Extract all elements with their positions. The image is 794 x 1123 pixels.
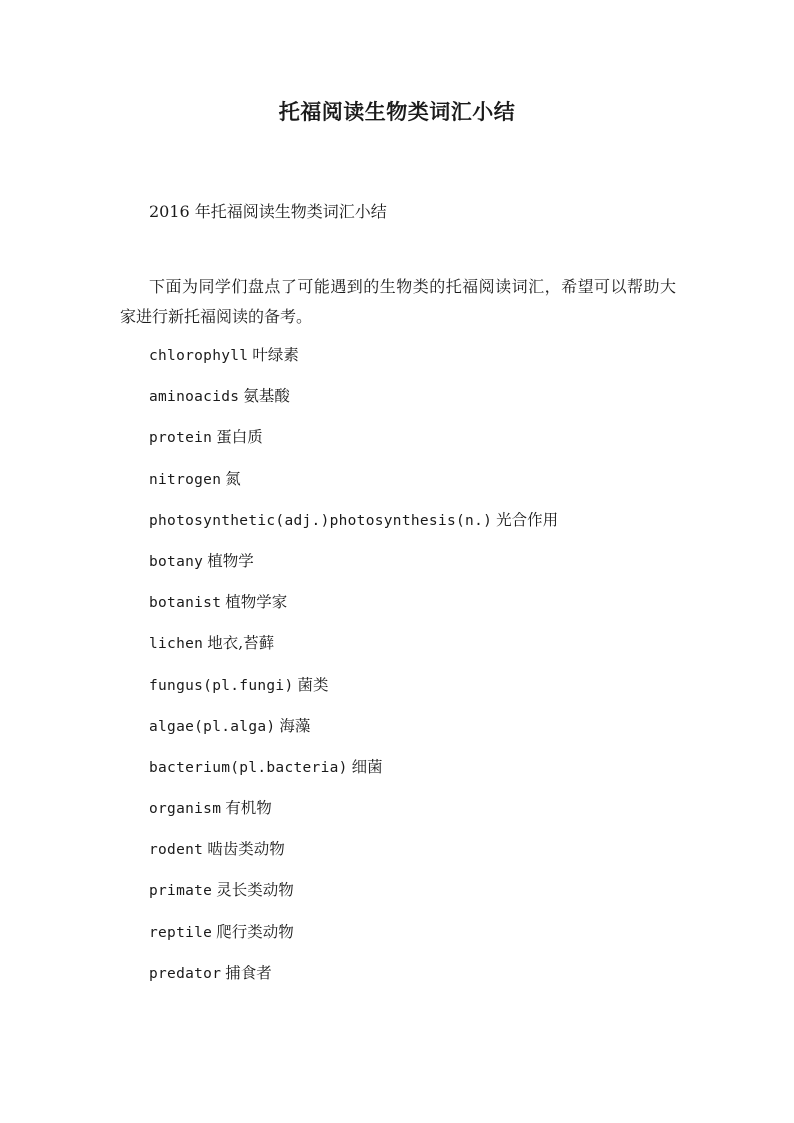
vocabulary-item: [149, 711, 558, 752]
vocabulary-meaning: 植物学: [207, 551, 254, 570]
vocabulary-item: [149, 793, 558, 834]
vocabulary-meaning: 细菌: [351, 757, 383, 776]
vocabulary-term: primate: [149, 883, 213, 900]
vocabulary-item: [149, 340, 558, 381]
vocabulary-meaning: 植物学家: [225, 593, 288, 612]
vocabulary-item: [149, 546, 558, 587]
vocabulary-term: botanist: [149, 595, 222, 612]
vocabulary-meaning: 叶绿素: [252, 346, 299, 364]
vocabulary-item: [149, 752, 558, 793]
vocabulary-item: [149, 381, 558, 422]
vocabulary-meaning: 啮齿类动物: [207, 840, 285, 859]
vocabulary-item: [149, 958, 558, 999]
vocabulary-term: photosynthetic(adj.)photosynthesis(n.): [149, 512, 493, 529]
vocabulary-term: predator: [149, 965, 222, 982]
vocabulary-term: algae(pl.alga): [149, 718, 276, 735]
vocabulary-item: [149, 587, 558, 628]
vocabulary-meaning: 光合作用: [496, 510, 559, 529]
vocabulary-item: [149, 628, 558, 669]
vocabulary-meaning: 菌类: [297, 675, 329, 694]
vocabulary-item: [149, 670, 558, 711]
vocabulary-term: nitrogen: [149, 471, 222, 488]
document-title: 托福阅读生物类词汇小结: [278, 99, 516, 124]
vocabulary-item: [149, 422, 558, 463]
document-subtitle: 2016 年托福阅读生物类词汇小结: [149, 202, 387, 221]
vocabulary-term: fungus(pl.fungi): [149, 677, 294, 694]
vocabulary-term: aminoacids: [149, 389, 240, 406]
vocabulary-term: rodent: [149, 842, 204, 859]
vocabulary-term: botany: [149, 553, 204, 570]
vocabulary-list: [149, 340, 558, 999]
vocabulary-item: [149, 834, 558, 875]
vocabulary-meaning: 灵长类动物: [216, 881, 294, 900]
vocabulary-meaning: 地衣,苔藓: [207, 634, 275, 653]
vocabulary-meaning: 海藻: [279, 716, 311, 735]
vocabulary-meaning: 捕食者: [225, 963, 272, 982]
vocabulary-meaning: 爬行类动物: [216, 922, 294, 941]
vocabulary-item: [149, 875, 558, 916]
vocabulary-item: [149, 917, 558, 958]
vocabulary-term: reptile: [149, 924, 213, 941]
vocabulary-meaning: 蛋白质: [216, 428, 263, 447]
vocabulary-term: bacterium(pl.bacteria): [149, 759, 348, 776]
vocabulary-term: lichen: [149, 636, 204, 653]
vocabulary-term: organism: [149, 801, 222, 818]
vocabulary-meaning: 有机物: [225, 799, 272, 818]
vocabulary-term: chlorophyll: [149, 348, 249, 364]
vocabulary-term: protein: [149, 430, 213, 447]
vocabulary-item: [149, 464, 558, 505]
vocabulary-item: [149, 505, 558, 546]
vocabulary-meaning: 氨基酸: [243, 387, 290, 406]
intro-paragraph: 下面为同学们盘点了可能遇到的生物类的托福阅读词汇，希望可以帮助大家进行新托福阅读的备考。: [120, 277, 676, 326]
vocabulary-meaning: 氮: [225, 469, 241, 488]
